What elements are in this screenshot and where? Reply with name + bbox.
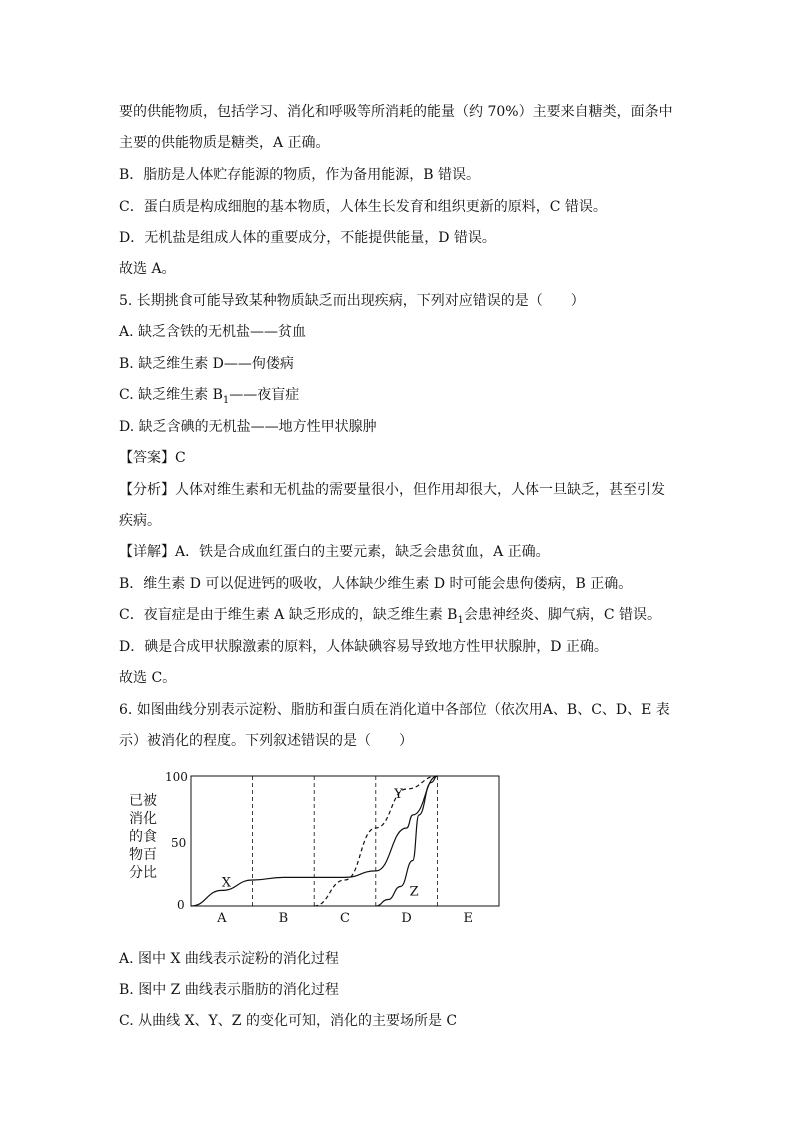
- detail-line: D．碘是合成甲状腺激素的原料，人体缺碘容易导致地方性甲状腺肿，D 正确。: [119, 639, 608, 655]
- option-b: B. 缺乏维生素 D——佝偻病: [119, 356, 294, 372]
- option-d: D. 缺乏含碘的无机盐——地方性甲状腺肿: [119, 419, 377, 435]
- text-line: B．脂肪是人体贮存能源的物质，作为备用能源，B 错误。: [119, 167, 481, 183]
- detail-line: C．夜盲症是由于维生素 A 缺乏形成的，缺乏维生素 $B_1$会患神经炎、脚气病，C 错误。: [119, 607, 662, 626]
- text-line: 要的供能物质，包括学习、消化和呼吸等所消耗的能量（约 70%）主要来自糖类，面条中: [119, 104, 673, 120]
- q6-option-a: A. 图中 X 曲线表示淀粉的消化过程: [119, 951, 339, 967]
- y-label-line: 物百: [129, 847, 157, 863]
- x-tick-label: D: [401, 911, 412, 926]
- x-tick-label: C: [340, 911, 350, 926]
- y-tick-100: 100: [165, 770, 188, 784]
- text-line: 故选 A。: [119, 261, 176, 277]
- series-label-x: X: [221, 875, 232, 891]
- x-tick-label: B: [278, 911, 289, 926]
- question-6-stem: 示）被消化的程度。下列叙述错误的是（ ）: [119, 733, 413, 749]
- y-tick-50: 50: [171, 836, 187, 850]
- x-tick-label: E: [463, 911, 473, 926]
- y-label-line: 分比: [129, 865, 157, 881]
- detail-line: 【详解】A．铁是合成血红蛋白的主要元素，缺乏会患贫血，A 正确。: [119, 544, 550, 560]
- analysis-line: 疾病。: [119, 513, 161, 529]
- analysis-line: 【分析】人体对维生素和无机盐的需要量很小，但作用却很大，人体一旦缺乏，甚至引发: [119, 482, 665, 498]
- question-6-stem: 6. 如图曲线分别表示淀粉、脂肪和蛋白质在消化道中各部位（依次用A、B、C、D、E 表: [119, 702, 670, 718]
- q6-option-c: C. 从曲线 X、Y、Z 的变化可知，消化的主要场所是 C: [119, 1013, 458, 1029]
- text-line: D．无机盐是组成人体的重要成分，不能提供能量，D 错误。: [119, 230, 496, 246]
- plot-frame: [191, 776, 499, 906]
- y-label-line: 的食: [129, 829, 157, 845]
- question-5-stem: 5. 长期挑食可能导致某种物质缺乏而出现疾病，下列对应错误的是（ ）: [119, 293, 585, 309]
- text-line: C．蛋白质是构成细胞的基本物质，人体生长发育和组织更新的原料，C 错误。: [119, 199, 607, 215]
- text-line: 主要的供能物质是糖类，A 正确。: [119, 135, 330, 151]
- x-tick-label: A: [217, 911, 227, 926]
- y-axis-label: [129, 793, 157, 881]
- series-label-z: Z: [409, 884, 419, 900]
- option-c: C. 缺乏维生素 $B_1——$夜盲症: [119, 387, 300, 406]
- option-a: A. 缺乏含铁的无机盐——贫血: [119, 324, 307, 340]
- plot-area: [191, 776, 499, 926]
- y-label-line: 消化: [129, 811, 157, 827]
- conclusion-line: 故选 C。: [119, 670, 177, 686]
- series-label-y: Y: [394, 787, 403, 802]
- y-tick-0: 0: [177, 898, 185, 912]
- detail-line: B．维生素 D 可以促进钙的吸收，人体缺少维生素 D 时可能会患佝偻病，B 正确。: [119, 576, 633, 592]
- curve-z: [376, 776, 438, 906]
- q6-option-b: B. 图中 Z 曲线表示脂肪的消化过程: [119, 982, 339, 998]
- digestion-chart: [119, 762, 519, 932]
- answer-line: 【答案】C: [119, 450, 186, 466]
- y-label-line: 已被: [129, 793, 157, 809]
